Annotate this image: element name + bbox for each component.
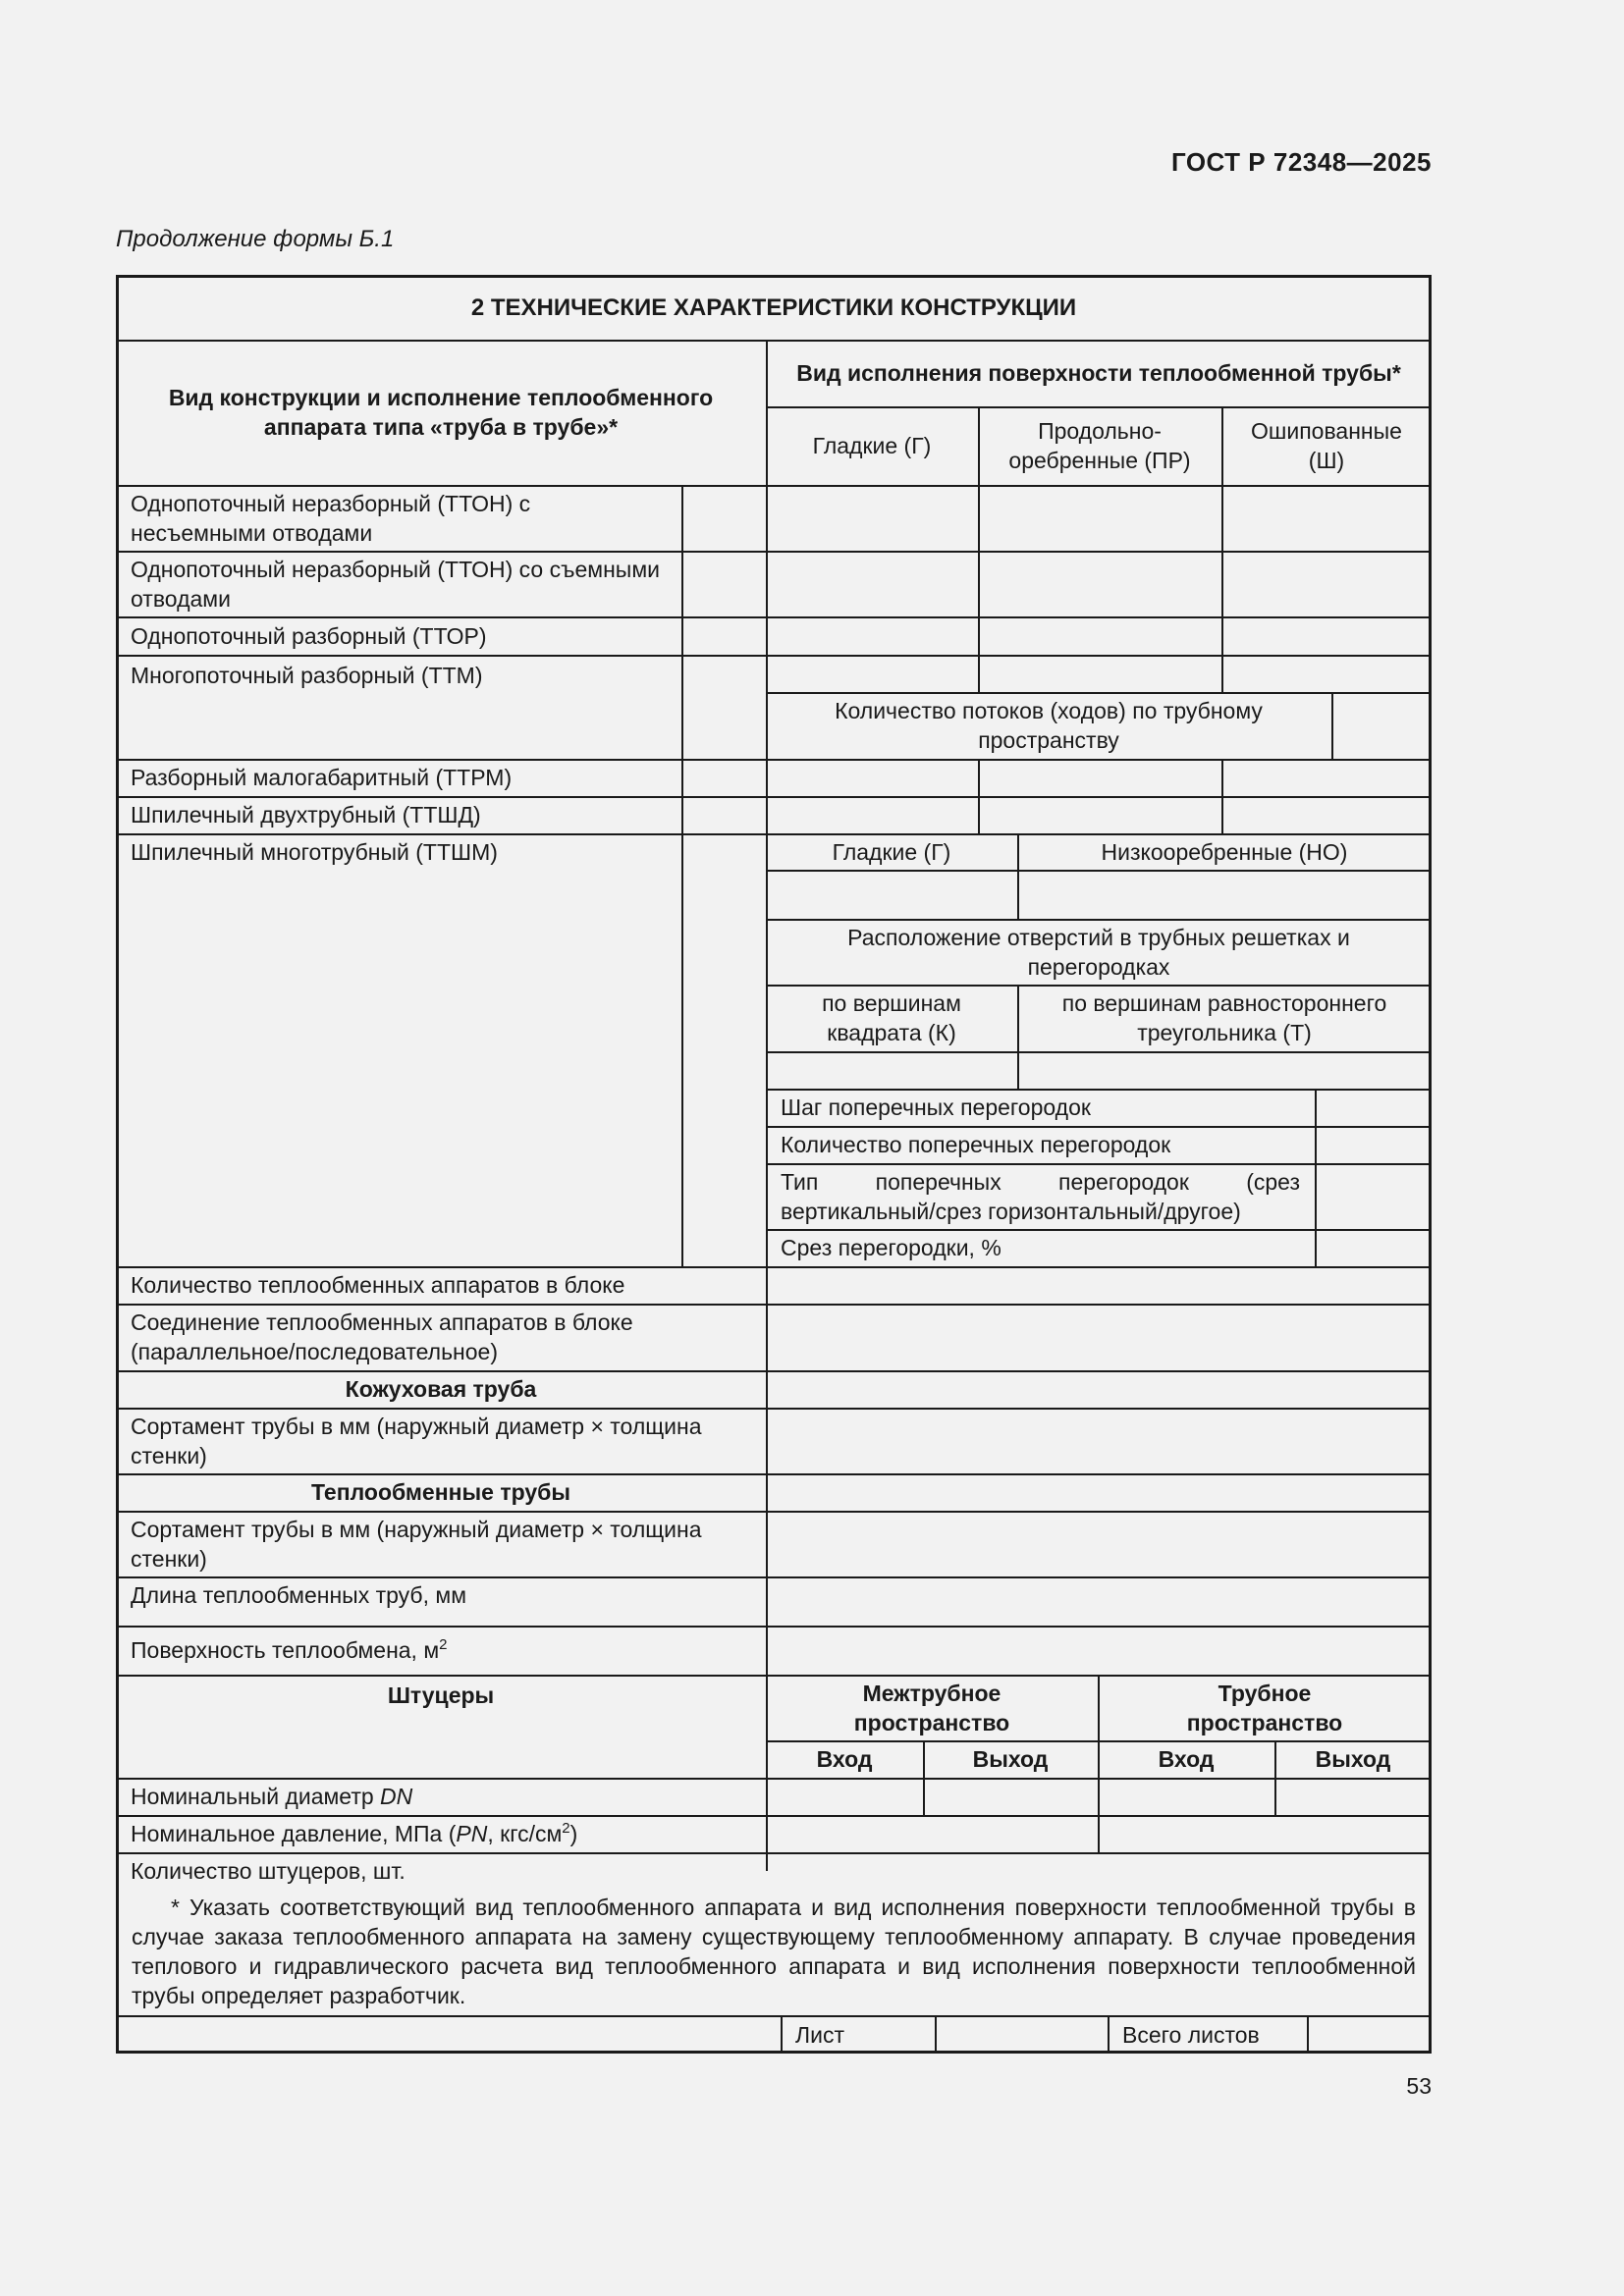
heat-tubes-title: Теплообменные трубы	[311, 1479, 570, 1505]
shell-tube-size: Сортамент трубы в мм (наружный диаметр × толщина стенки)	[131, 1413, 702, 1468]
total-sheets-label: Всего листов	[1122, 2021, 1260, 2048]
tube-side-header: Трубное пространство	[1186, 1680, 1343, 1735]
tube-inlet-header: Вход	[1158, 1746, 1215, 1772]
holes-layout-title: Расположение отверстий в трубных решетках и перегородках	[847, 924, 1350, 980]
block-connection: Соединение теплообменных аппаратов в блоке (параллельное/последовательное)	[131, 1309, 633, 1364]
triangle-pitch: по вершинам равностороннего треугольника (Т)	[1061, 990, 1387, 1045]
shell-side-header: Межтрубное пространство	[853, 1680, 1010, 1735]
nominal-pressure: Номинальное давление, МПа (PN, кгс/$см^2$)	[131, 1820, 578, 1846]
nozzle-count: Количество штуцеров, шт.	[131, 1858, 406, 1884]
heat-tubes-length: Длина теплообменных труб, мм	[131, 1582, 467, 1608]
longitudinal-fin-header: Продольно-оребренные (ПР)	[1008, 418, 1191, 473]
row-tton-removable: Однопоточный неразборный (ТТОН) со съемными отводами	[131, 556, 660, 612]
studded-header: Ошипованные (Ш)	[1251, 418, 1402, 473]
standard-number: ГОСТ Р 72348—2025	[1170, 147, 1432, 177]
square-pitch: по вершинам квадрата (К)	[822, 990, 961, 1045]
shell-outlet-header: Выход	[972, 1746, 1049, 1772]
smooth-header: Гладкие (Г)	[812, 433, 932, 458]
tube-outlet-header: Выход	[1315, 1746, 1391, 1772]
row-ttm: Многопоточный разборный (ТТМ)	[131, 663, 483, 688]
heat-tubes-size: Сортамент трубы в мм (наружный диаметр × толщина стенки)	[131, 1516, 702, 1572]
nominal-diameter: Номинальный диаметр DN	[131, 1784, 413, 1809]
row-ttrm: Разборный малогабаритный (ТТРМ)	[131, 765, 513, 790]
row-tton-fixed: Однопоточный неразборный (ТТОН) с несъемными отводами	[131, 490, 531, 546]
heat-exchange-surface: Поверхность теплообмена, $м^2$	[131, 1636, 448, 1663]
block-count: Количество теплообменных аппаратов в блоке	[131, 1272, 625, 1298]
shell-inlet-header: Вход	[816, 1746, 873, 1772]
shell-tube-title: Кожуховая труба	[345, 1376, 537, 1402]
nozzles-title: Штуцеры	[387, 1682, 495, 1708]
continuation-label: Продолжение формы Б.1	[116, 226, 395, 252]
baffle-type: Тип поперечных перегородок (срез вертикальный/срез горизонтальный/другое)	[781, 1168, 1300, 1224]
sheet-label: Лист	[795, 2021, 844, 2048]
ttshm-smooth: Гладкие (Г)	[832, 838, 951, 865]
row-ttor: Однопоточный разборный (ТТОР)	[131, 622, 487, 649]
ttshm-low-fin: Низкооребренные (НО)	[1101, 838, 1348, 865]
baffle-cut: Срез перегородки, %	[781, 1235, 1001, 1260]
construction-header: Вид конструкции и исполнение теплообменного аппарата типа «труба в трубе»*	[168, 385, 714, 440]
baffle-pitch: Шаг поперечных перегородок	[781, 1095, 1091, 1120]
ttm-streams-label: Количество потоков (ходов) по трубному пространству	[835, 698, 1263, 753]
row-ttshm: Шпилечный многотрубный (ТТШМ)	[131, 839, 498, 865]
page-number: 53	[1406, 2073, 1432, 2099]
baffle-count: Количество поперечных перегородок	[781, 1132, 1171, 1157]
surface-header: Вид исполнения поверхности теплообменной трубы*	[796, 360, 1401, 386]
row-ttshd: Шпилечный двухтрубный (ТТШД)	[131, 802, 481, 828]
section-title: 2 ТЕХНИЧЕСКИЕ ХАРАКТЕРИСТИКИ КОНСТРУКЦИИ	[470, 294, 1077, 321]
footnote: * Указать соответствующий вид теплообменного аппарата и вид исполнения поверхности теплообменной трубы в случае заказа теплообменного аппарата на замену существующему теплообменному аппарату. В случае проведения теплового и гидравлического расчета вид теплообменного аппарата и вид исполнения поверхности теплообменной трубы определяет разработчик.	[132, 1895, 1416, 2008]
